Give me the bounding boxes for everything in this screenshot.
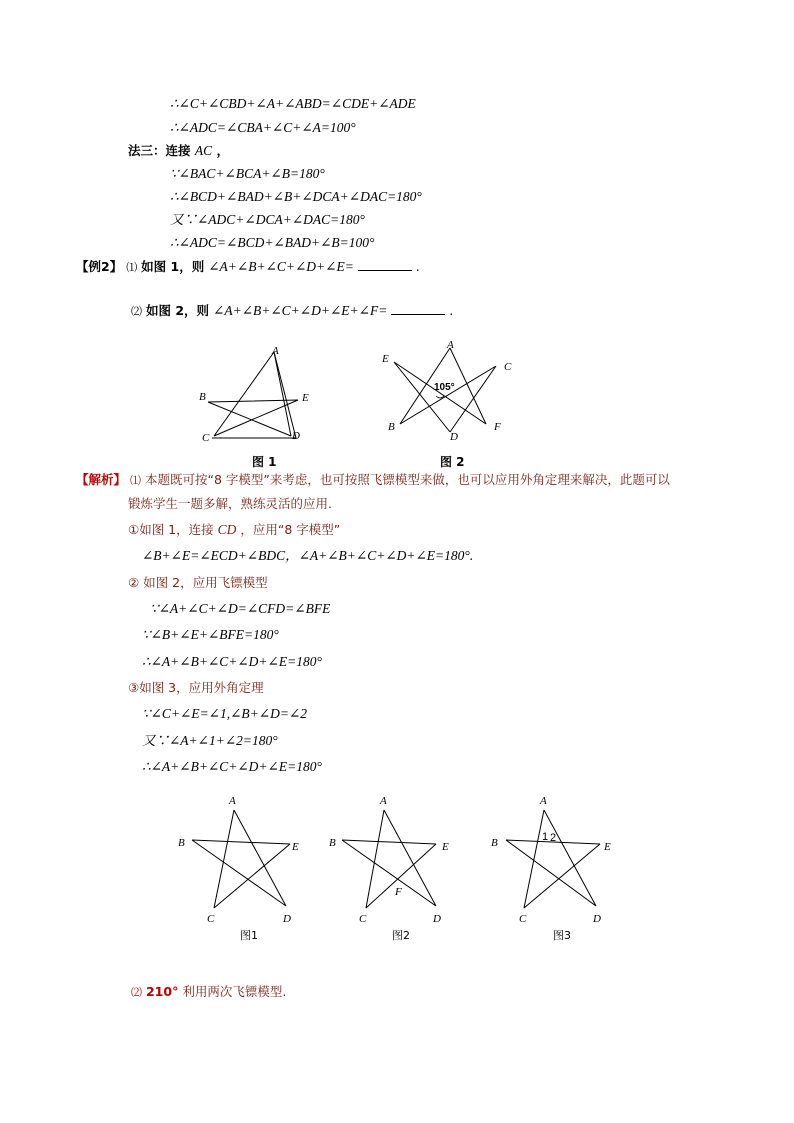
label-C: C [504,361,512,373]
solution-m3-line-3: ∴∠A+∠B+∠C+∠D+∠E=180° [142,759,322,774]
label-D: D [433,913,441,925]
caption-solution-fig3: 图3 [553,929,571,942]
label-A: A [447,339,454,351]
example2-q2: ⑵ 如图 2，则 ∠A+∠B+∠C+∠D+∠E+∠F= . [131,303,454,318]
label-C: C [359,913,367,925]
solution-m2-line-1: ∵∠A+∠C+∠D=∠CFD=∠BFE [150,601,331,616]
solution-m3-line-2: 又∵∠A+∠1+∠2=180° [142,733,278,748]
answer-blank-1[interactable] [358,258,412,271]
caption-fig1: 图 1 [252,455,277,469]
method2-line-1: ∴∠C+∠CBD+∠A+∠ABD=∠CDE+∠ADE [170,96,416,111]
star-line-a [212,352,296,438]
solution-figure-2 [324,788,459,948]
solution-m2-line-3: ∴∠A+∠B+∠C+∠D+∠E=180° [142,654,322,669]
method3-line-3: 又∵∠ADC+∠DCA+∠DAC=180° [170,212,365,227]
label-B: B [388,421,395,433]
solution-intro-1: 【解析】 ⑴ 本题既可按“8 字模型”来考虑，也可按照飞镖模型来做，也可以应用外角定理来解决，此题可以 [76,472,670,487]
caption-solution-fig2: 图2 [392,929,410,942]
method3-heading: 法三：连接 AC ， [128,143,230,158]
solution-m2-head: ② 如图 2，应用飞镖模型 [128,575,268,590]
example2-q1: 【例2】 ⑴ 如图 1，则 ∠A+∠B+∠C+∠D+∠E= . [76,259,420,274]
solution-figure-3 [486,788,621,948]
label-A: A [229,795,236,807]
solution-m3-line-1: ∵∠C+∠E=∠1,∠B+∠D=∠2 [142,706,308,721]
label-C: C [202,432,210,444]
answer-2: ⑵ 210° 利用两次飞镖模型. [131,984,287,999]
label-A: A [272,345,279,357]
label-A: A [380,795,387,807]
solution-figure-1 [170,788,305,948]
label-E: E [442,841,449,853]
label-B: B [178,837,185,849]
caption-fig2: 图 2 [440,455,465,469]
label-E: E [382,353,389,365]
label-D: D [283,913,291,925]
solution-m2-line-2: ∵∠B+∠E+∠BFE=180° [142,627,279,642]
method3-line-4: ∴∠ADC=∠BCD+∠BAD+∠B=100° [170,235,375,250]
answer-blank-2[interactable] [391,302,445,315]
label-C: C [519,913,527,925]
angle-105: 105° [434,382,455,393]
label-B: B [491,837,498,849]
label-E: E [292,841,299,853]
solution-intro-2: 锻炼学生一题多解，熟练灵活的应用. [128,496,332,511]
solution-m1-head: ①如图 1，连接 CD ，应用“8 字模型” [128,522,341,537]
angle-1: 1 [542,831,549,843]
method2-line-2: ∴∠ADC=∠CBA+∠C+∠A=100° [170,120,356,135]
caption-solution-fig1: 图1 [240,929,258,942]
figure-1-star [196,340,316,475]
label-D: D [292,430,300,442]
solution-figure-2-lines [342,810,436,908]
label-F: F [395,886,402,898]
example2-tag: 【例2】 [76,259,123,274]
angle-2: 2 [550,832,557,844]
solution-figure-1-lines [192,810,290,908]
solution-m3-head: ③如图 3，应用外角定理 [128,680,264,695]
method3-line-2: ∴∠BCD+∠BAD+∠B+∠DCA+∠DAC=180° [170,189,422,204]
label-A: A [540,795,547,807]
solution-figure-3-lines [506,810,600,908]
label-B: B [329,837,336,849]
method3-line-1: ∵∠BAC+∠BCA+∠B=180° [170,166,325,181]
answer-2-value: 210° [145,984,179,999]
label-E: E [302,392,309,404]
label-F: F [494,421,501,433]
label-D: D [593,913,601,925]
figure-2-hexagram [378,336,518,476]
label-D: D [450,431,458,443]
solution-m1-line: ∠B+∠E=∠ECD+∠BDC，∠A+∠B+∠C+∠D+∠E=180°. [142,548,474,563]
solution-tag: 【解析】 [76,472,127,487]
label-C: C [207,913,215,925]
label-B: B [199,391,206,403]
label-E: E [604,841,611,853]
